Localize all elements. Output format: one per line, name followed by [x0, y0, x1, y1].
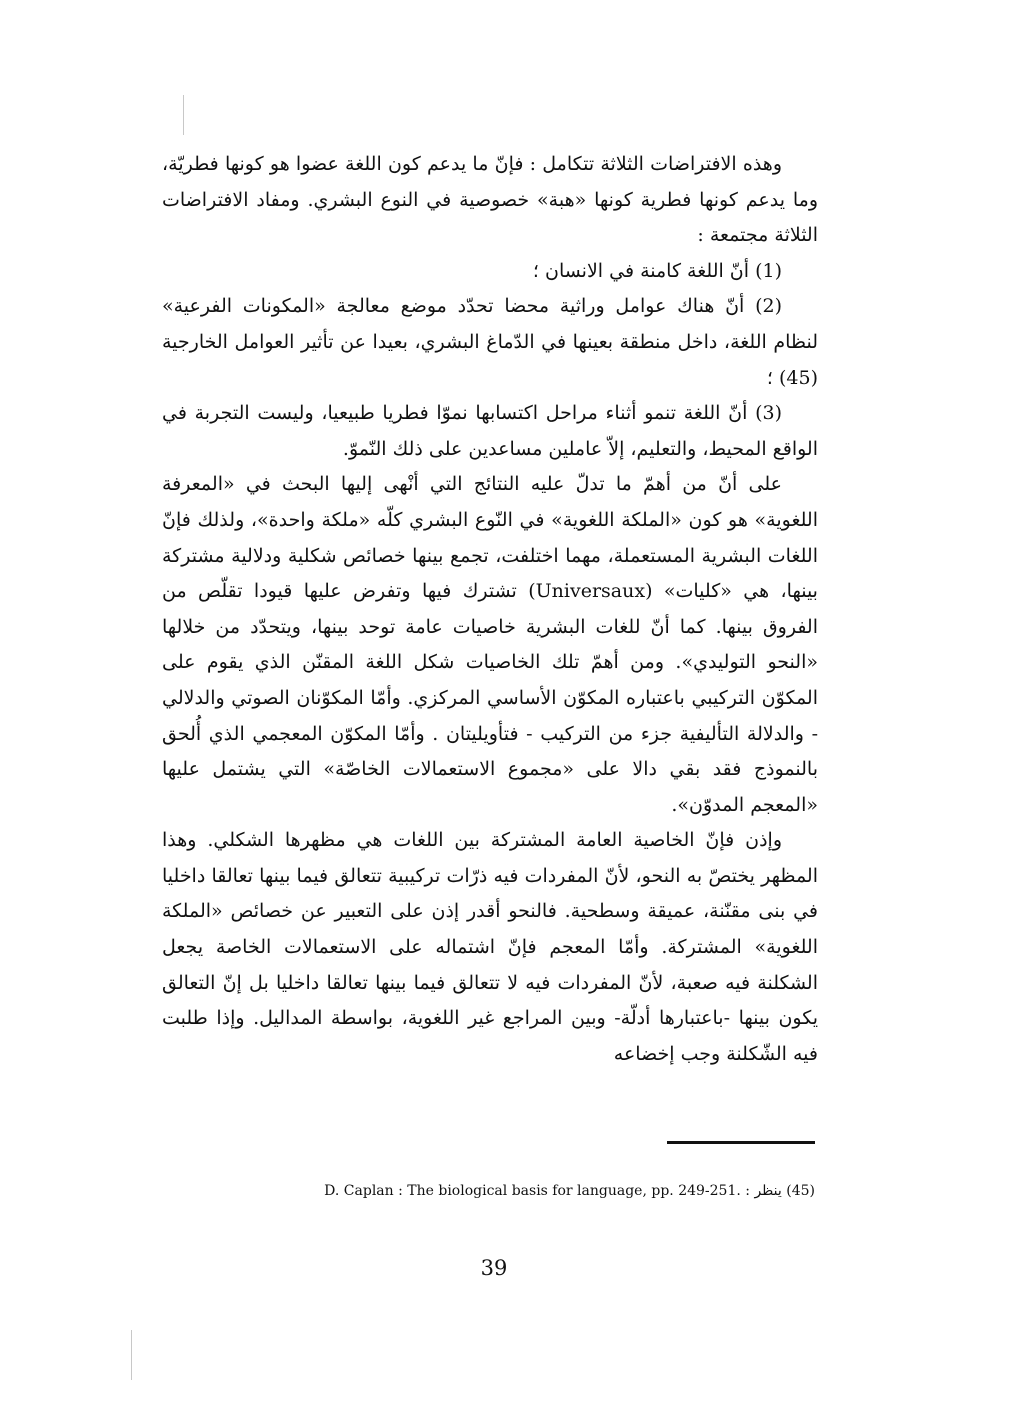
scan-mark: [131, 1330, 132, 1380]
body-text: [162, 147, 818, 1072]
list-item-3: (3) أنّ اللغة تنمو أثناء مراحل اكتسابها نموّا فطريا طبيعيا، وليست التجربة في الواقع المحيط، والتعليم، إلاّ عاملين مساعدين على ذلك النّموّ.: [162, 402, 818, 460]
paragraph-intro: وهذه الافتراضات الثلاثة تتكامل : فإنّ ما يدعم كون اللغة عضوا هو كونها فطريّة، وما يدعم كونها فطرية كونها «هبة» خصوصية في النوع البشري. ومفاد الافتراضات الثلاثة مجتمعة :: [162, 153, 818, 247]
footnote-divider: [667, 1141, 815, 1144]
paragraph-formal-aspect: وإذن فإنّ الخاصية العامة المشتركة بين اللغات هي مظهرها الشكلي. وهذا المظهر يختصّ به النحو، لأنّ المفردات فيه ذرّات تركيبية تتعالق فيما بينها تعالقا داخليا في بنى مقنّنة، عميقة وسطحية. فالنحو أقدر إذن على التعبير عن خصائص «الملكة اللغوية» المشتركة. وأمّا المعجم فإنّ اشتماله على الاستعمالات الخاصة يجعل الشكلنة فيه صعبة، لأنّ المفردات فيه لا تتعالق فيما بينها تعالقا داخليا بل إنّ التعالق يكون بينها -باعتبارها أدلّة- وبين المراجع غير اللغوية، بواسطة المداليل. وإذا طلبت فيه الشّكلنة وجب إخضاعه: [162, 829, 818, 1065]
footnote-see-label: ينظر :: [745, 1183, 782, 1199]
page-number: 39: [480, 1256, 508, 1280]
list-item-2: (2) أنّ هناك عوامل وراثية محضا تحدّد موضع معالجة «المكونات الفرعية» لنظام اللغة، داخل منطقة بعينها في الدّماغ البشري، بعيدا عن تأثير العوامل الخارجية (45) ؛: [162, 295, 818, 389]
list-item-1: (1) أنّ اللغة كامنة في الانسان ؛: [532, 259, 782, 282]
scan-mark: [183, 95, 184, 135]
footnote-number: (45): [786, 1183, 815, 1199]
footnote-reference: D. Caplan : The biological basis for language, pp. 249-251.: [324, 1183, 741, 1199]
paragraph-universals: على أنّ من أهمّ ما تدلّ عليه النتائج التي أنْهى إليها البحث في «المعرفة اللغوية» هو كون «الملكة اللغوية» في النّوع البشري كلّه «ملكة واحدة»، ولذلك فإنّ اللغات البشرية المستعملة، مهما اختلفت، تجمع بينها خصائص شكلية ودلالية مشتركة بينها، هي «كليات» (Universaux) تشترك فيها وتفرض عليها قيودا تقلّص من الفروق بينها. كما أنّ للغات البشرية خاصيات عامة توحد بينها، ويتحدّد من خلالها «النحو التوليدي». ومن أهمّ تلك الخاصيات شكل اللغة المقنّن الذي يقوم على المكوّن التركيبي باعتباره المكوّن الأساسي المركزي. وأمّا المكوّنان الصوتي والدلالي - والدلالة التأليفية جزء من التركيب - فتأويليتان . وأمّا المكوّن المعجمي الذي أُلحق بالنموذج فقد بقي دالا على «مجموع الاستعمالات الخاصّة» التي يشتمل عليها «المعجم المدوّن».: [162, 473, 818, 816]
footnote: [300, 1181, 815, 1201]
